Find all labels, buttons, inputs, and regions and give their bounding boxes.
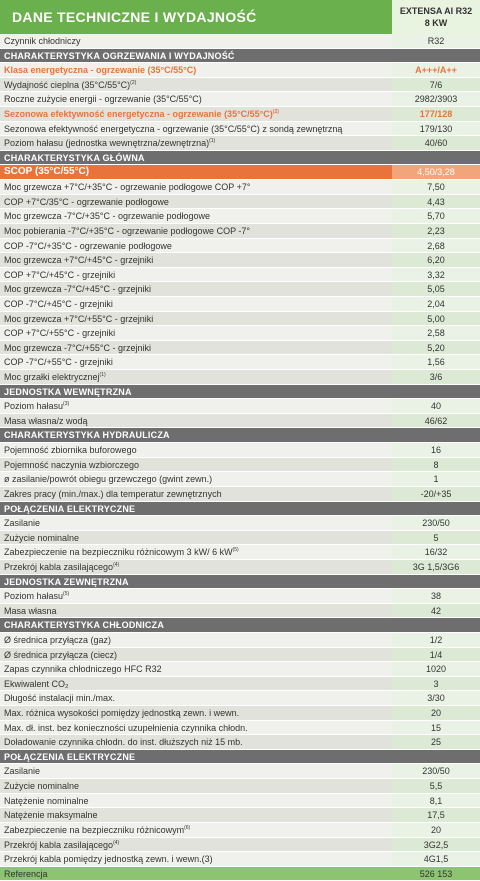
spec-label [0, 764, 392, 779]
spec-value: 1020 [392, 662, 480, 677]
footnote-marker: (1) [99, 372, 106, 379]
spec-value: 38 [392, 589, 480, 604]
spec-label [0, 224, 392, 239]
spec-label-text: Moc pobierania -7°C/+35°C - ogrzewanie podłogowe COP -7° [4, 225, 251, 236]
spec-label-text: CHARAKTERYSTYKA OGRZEWANIA I WYDAJNOŚĆ [4, 50, 235, 61]
spec-row [0, 706, 480, 721]
spec-value: 25 [392, 735, 480, 750]
spec-label [0, 63, 392, 78]
spec-value: 20 [392, 706, 480, 721]
spec-label-text: Pojemność naczynia wzbiorczego [4, 459, 140, 470]
spec-value: 16 [392, 443, 480, 458]
spec-label-text: Roczne zużycie energii - ogrzewanie (35°C/55°C) [4, 94, 202, 105]
spec-value [392, 750, 480, 765]
spec-row [0, 195, 480, 210]
spec-value: 2,58 [392, 326, 480, 341]
spec-label-text: Doładowanie czynnika chłodn. do inst. dłuższych niż 15 mb. [4, 737, 243, 748]
spec-row [0, 648, 480, 663]
spec-row [0, 794, 480, 809]
spec-label [0, 867, 392, 881]
spec-value: 8,1 [392, 794, 480, 809]
spec-label-text: Natężenie maksymalne [4, 810, 98, 821]
spec-label [0, 706, 392, 721]
spec-label-text: Przekrój kabla zasilającego [4, 839, 114, 850]
spec-label [0, 355, 392, 370]
spec-label-text: Zakres pracy (min./max.) dla temperatur zewnętrznych [4, 488, 222, 499]
section-header-row [0, 385, 480, 400]
spec-value: 40 [392, 399, 480, 414]
spec-label-text: Moc grzewcza -7°C/+35°C - ogrzewanie podłogowe [4, 211, 211, 222]
spec-row [0, 691, 480, 706]
spec-label [0, 677, 392, 692]
spec-label-text: CHARAKTERYSTYKA GŁÓWNA [4, 152, 145, 163]
footnote-marker: (2) [272, 109, 279, 116]
spec-value: 40/60 [392, 136, 480, 151]
spec-label [0, 312, 392, 327]
section-title [0, 750, 392, 765]
spec-row [0, 721, 480, 736]
spec-value: 2982/3903 [392, 92, 480, 107]
spec-value: 4G1,5 [392, 852, 480, 867]
spec-label [0, 721, 392, 736]
spec-label [0, 34, 392, 49]
spec-row [0, 165, 480, 180]
model-name: EXTENSA AI R32 [399, 6, 473, 16]
spec-row [0, 63, 480, 78]
spec-label [0, 180, 392, 195]
spec-row [0, 779, 480, 794]
spec-row [0, 677, 480, 692]
spec-value: 1/4 [392, 648, 480, 663]
spec-label-text: CHARAKTERYSTYKA CHŁODNICZA [4, 620, 165, 631]
spec-label-text: Ø średnica przyłącza (gaz) [4, 634, 112, 645]
spec-row [0, 34, 480, 49]
spec-value: 1/2 [392, 633, 480, 648]
spec-label [0, 414, 392, 429]
spec-label [0, 589, 392, 604]
spec-row [0, 414, 480, 429]
model-column-header [392, 0, 480, 34]
spec-value: 2,04 [392, 297, 480, 312]
spec-label-text: Moc grzewcza +7°C/+45°C - grzejniki [4, 255, 154, 266]
spec-row [0, 399, 480, 414]
spec-row [0, 516, 480, 531]
spec-row [0, 341, 480, 356]
spec-label-text: Zasilanie [4, 766, 41, 777]
spec-label [0, 107, 392, 122]
footnote-marker: (3) [63, 401, 70, 408]
spec-label [0, 604, 392, 619]
spec-label-text: Masa własna/z wodą [4, 415, 88, 426]
spec-label-text: Moc grzewcza +7°C/+55°C - grzejniki [4, 313, 154, 324]
spec-label-text: Długość instalacji min./max. [4, 693, 116, 704]
spec-value: R32 [392, 34, 480, 49]
spec-row [0, 604, 480, 619]
spec-value: 3G 1,5/3G6 [392, 560, 480, 575]
spec-value [392, 428, 480, 443]
spec-value [392, 575, 480, 590]
spec-label [0, 370, 392, 385]
spec-value: 20 [392, 823, 480, 838]
spec-label [0, 122, 392, 137]
spec-label [0, 165, 392, 180]
spec-value: 5,05 [392, 282, 480, 297]
spec-row [0, 122, 480, 137]
spec-value: 230/50 [392, 516, 480, 531]
spec-row [0, 78, 480, 93]
spec-label [0, 297, 392, 312]
spec-label [0, 458, 392, 473]
section-title [0, 49, 392, 64]
spec-row [0, 531, 480, 546]
spec-row [0, 282, 480, 297]
spec-label [0, 531, 392, 546]
section-title [0, 618, 392, 633]
spec-label-text: COP -7°C/+45°C - grzejniki [4, 298, 113, 309]
spec-label-text: POŁĄCZENIA ELEKTRYCZNE [4, 503, 136, 514]
spec-label-text: Przekrój kabla pomiędzy jednostką zewn. i wewn.(3) [4, 854, 213, 865]
spec-row [0, 209, 480, 224]
spec-label [0, 808, 392, 823]
spec-label [0, 691, 392, 706]
spec-row [0, 764, 480, 779]
spec-label-text: JEDNOSTKA ZEWNĘTRZNA [4, 576, 129, 587]
spec-label-text: Zasilanie [4, 518, 41, 529]
spec-label-text: Masa własna [4, 605, 57, 616]
footnote-marker: (5) [232, 547, 239, 554]
spec-label [0, 545, 392, 560]
spec-value: 5,5 [392, 779, 480, 794]
spec-label-text: Ø średnica przyłącza (ciecz) [4, 649, 118, 660]
section-header-row [0, 428, 480, 443]
spec-label-text: Natężenie nominalne [4, 795, 89, 806]
table-header [0, 0, 480, 34]
spec-row [0, 180, 480, 195]
spec-value: 3/30 [392, 691, 480, 706]
spec-value: 8 [392, 458, 480, 473]
spec-label [0, 648, 392, 663]
section-header-row [0, 151, 480, 166]
spec-row [0, 487, 480, 502]
reference-row [0, 867, 480, 881]
spec-label-text: Zużycie nominalne [4, 532, 80, 543]
spec-value: 42 [392, 604, 480, 619]
spec-value: 2,23 [392, 224, 480, 239]
spec-label [0, 779, 392, 794]
spec-value: 1,56 [392, 355, 480, 370]
spec-label-text: Referencja [4, 868, 48, 879]
spec-label-text: Poziom hałasu [4, 591, 64, 602]
spec-row [0, 312, 480, 327]
spec-row [0, 633, 480, 648]
spec-value: 526 153 [392, 867, 480, 881]
spec-row [0, 443, 480, 458]
spec-label-text: Pojemność zbiornika buforowego [4, 445, 137, 456]
spec-value: 4,50/3,28 [392, 165, 480, 180]
spec-label [0, 633, 392, 648]
spec-value: 230/50 [392, 764, 480, 779]
spec-value: A+++/A++ [392, 63, 480, 78]
spec-value: 6,20 [392, 253, 480, 268]
spec-label-text: Moc grzewcza -7°C/+45°C - grzejniki [4, 284, 151, 295]
spec-label-text: Max. różnica wysokości pomiędzy jednostką zewn. i wewn. [4, 708, 240, 719]
spec-label [0, 341, 392, 356]
spec-label [0, 838, 392, 853]
spec-label-text: Moc grzewcza +7°C/+35°C - ogrzewanie podłogowe COP +7° [4, 182, 251, 193]
spec-row [0, 560, 480, 575]
spec-row [0, 253, 480, 268]
section-title [0, 151, 392, 166]
section-title [0, 575, 392, 590]
section-title [0, 385, 392, 400]
spec-label-text: Zabezpieczenie na bezpieczniku różnicowym 3 kW/ 6 kW [4, 547, 233, 558]
spec-label-text: COP -7°C/+55°C - grzejniki [4, 357, 113, 368]
spec-label-text: SCOP (35°C/55°C) [4, 166, 90, 178]
section-title [0, 502, 392, 517]
spec-label-text: Moc grzałki elektrycznej [4, 372, 100, 383]
spec-value [392, 49, 480, 64]
spec-label [0, 487, 392, 502]
spec-label-text: ø zasilanie/powrót obiegu grzewczego (gwint zewn.) [4, 474, 213, 485]
spec-label-text: Ekwiwalent CO₂ [4, 678, 69, 689]
spec-row [0, 472, 480, 487]
spec-value: 3G2,5 [392, 838, 480, 853]
spec-row [0, 355, 480, 370]
spec-row [0, 224, 480, 239]
spec-label-text: COP +7°C/+45°C - grzejniki [4, 269, 116, 280]
spec-row [0, 239, 480, 254]
model-power: 8 KW [424, 18, 448, 28]
spec-row [0, 136, 480, 151]
spec-label [0, 268, 392, 283]
spec-row [0, 545, 480, 560]
spec-label-text: Przekrój kabla zasilającego [4, 561, 114, 572]
spec-label [0, 472, 392, 487]
spec-label-text: COP +7°C/+55°C - grzejniki [4, 328, 116, 339]
spec-label-text: Czynnik chłodniczy [4, 36, 81, 46]
spec-row [0, 823, 480, 838]
spec-label [0, 253, 392, 268]
spec-label [0, 852, 392, 867]
spec-label [0, 794, 392, 809]
spec-label [0, 516, 392, 531]
spec-row [0, 808, 480, 823]
spec-row [0, 589, 480, 604]
table-title: DANE TECHNICZNE I WYDAJNOŚĆ [12, 9, 257, 25]
spec-value: 5,70 [392, 209, 480, 224]
spec-row [0, 662, 480, 677]
footnote-marker: (2) [130, 79, 137, 86]
spec-value: 4,43 [392, 195, 480, 210]
spec-value: 7/6 [392, 78, 480, 93]
section-header-row [0, 502, 480, 517]
spec-label-text: Zabezpieczenie na bezpieczniku różnicowym [4, 824, 185, 835]
spec-value: 3/6 [392, 370, 480, 385]
spec-row [0, 268, 480, 283]
spec-value: -20/+35 [392, 487, 480, 502]
spec-label [0, 78, 392, 93]
spec-value: 1 [392, 472, 480, 487]
section-header-row [0, 575, 480, 590]
spec-label-text: POŁĄCZENIA ELEKTRYCZNE [4, 751, 136, 762]
spec-value: 16/32 [392, 545, 480, 560]
spec-label [0, 735, 392, 750]
spec-value: 17,5 [392, 808, 480, 823]
spec-value [392, 385, 480, 400]
spec-row [0, 735, 480, 750]
footnote-marker: (1) [209, 138, 216, 145]
spec-value [392, 502, 480, 517]
spec-row [0, 458, 480, 473]
spec-value: 7,50 [392, 180, 480, 195]
spec-value: 15 [392, 721, 480, 736]
spec-value: 179/130 [392, 122, 480, 137]
spec-value: 177/128 [392, 107, 480, 122]
spec-label-text: Poziom hałasu [4, 401, 64, 412]
spec-label [0, 560, 392, 575]
spec-label-text: Zużycie nominalne [4, 781, 80, 792]
spec-label-text: Wydajność cieplna (35°C/55°C) [4, 79, 131, 90]
spec-label-text: Max. dł. inst. bez konieczności uzupełnienia czynnika chłodn. [4, 722, 248, 733]
spec-value: 5,20 [392, 341, 480, 356]
spec-label [0, 195, 392, 210]
spec-label-text: COP +7°C/35°C - ogrzewanie podłogowe [4, 196, 169, 207]
spec-label [0, 823, 392, 838]
footnote-marker: (4) [113, 839, 120, 846]
spec-label [0, 443, 392, 458]
spec-value: 5 [392, 531, 480, 546]
spec-value: 5,00 [392, 312, 480, 327]
spec-value [392, 151, 480, 166]
spec-row [0, 107, 480, 122]
spec-label [0, 239, 392, 254]
spec-label-text: Zapas czynnika chłodniczego HFC R32 [4, 664, 162, 675]
spec-row [0, 838, 480, 853]
spec-label [0, 399, 392, 414]
spec-label-text: Poziom hałasu (jednostka wewnętrzna/zewnętrzna) [4, 138, 210, 149]
spec-value: 3,32 [392, 268, 480, 283]
section-header-row [0, 750, 480, 765]
spec-row [0, 326, 480, 341]
footnote-marker: (6) [184, 824, 191, 831]
footnote-marker: (5) [63, 591, 70, 598]
spec-row [0, 852, 480, 867]
spec-value: 3 [392, 677, 480, 692]
spec-label [0, 136, 392, 151]
spec-value: 2,68 [392, 239, 480, 254]
spec-label-text: CHARAKTERYSTYKA HYDRAULICZA [4, 430, 170, 441]
spec-label-text: Moc grzewcza -7°C/+55°C - grzejniki [4, 342, 151, 353]
spec-value [392, 618, 480, 633]
spec-label-text: Sezonowa efektywność energetyczna - ogrzewanie (35°C/55°C) [4, 109, 273, 120]
section-title [0, 428, 392, 443]
spec-label-text: Sezonowa efektywność energetyczna - ogrzewanie (35°C/55°C) z sondą zewnętrzną [4, 123, 343, 134]
footnote-marker: (4) [113, 561, 120, 568]
spec-row [0, 297, 480, 312]
spec-rows [0, 34, 480, 881]
spec-value: 46/62 [392, 414, 480, 429]
spec-label-text: JEDNOSTKA WEWNĘTRZNA [4, 386, 132, 397]
spec-row [0, 92, 480, 107]
section-header-row [0, 618, 480, 633]
spec-row [0, 370, 480, 385]
spec-label [0, 282, 392, 297]
spec-label [0, 209, 392, 224]
spec-label-text: COP -7°C/+35°C - ogrzewanie podłogowe [4, 240, 172, 251]
section-header-row [0, 49, 480, 64]
spec-label [0, 662, 392, 677]
spec-label-text: Klasa energetyczna - ogrzewanie (35°C/55°C) [4, 65, 197, 76]
spec-label [0, 92, 392, 107]
spec-label [0, 326, 392, 341]
